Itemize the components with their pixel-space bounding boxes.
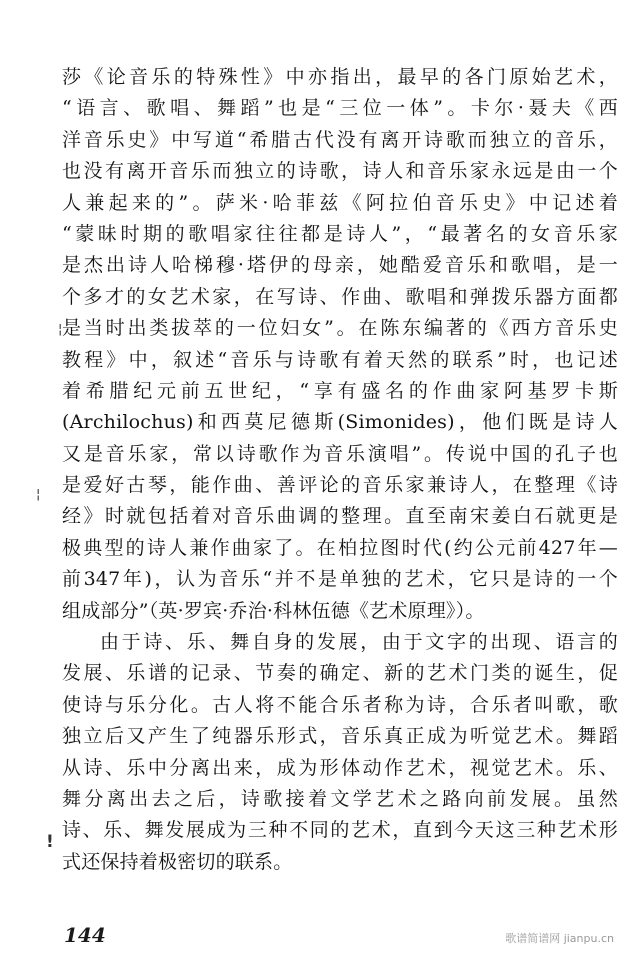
text-line: 经》时就包括着对音乐曲调的整理。直至南宋姜白石就更是 — [62, 505, 618, 528]
body-text — [62, 62, 618, 878]
text-line: (Archilochus)和西莫尼德斯(Simonides)，他们既是诗人 — [62, 411, 618, 434]
text-line: 式还保持着极密切的联系。 — [62, 850, 293, 873]
margin-mark: ¦ — [36, 487, 41, 502]
text-line: 莎《论音乐的特殊性》中亦指出，最早的各门原始艺术， — [62, 66, 618, 88]
text-line: 也没有离开音乐而独立的诗歌，诗人和音乐家永远是由一个 — [62, 160, 618, 183]
text-line: 人兼起来的”。萨米·哈菲兹《阿拉伯音乐史》中记述着 — [62, 191, 618, 214]
paragraph-1 — [62, 62, 618, 627]
text-line: 舞分离出去之后，诗歌接着文学艺术之路向前发展。虽然 — [62, 787, 618, 810]
text-line: 是杰出诗人哈梯穆·塔伊的母亲，她酷爱音乐和歌唱，是一 — [62, 254, 618, 277]
margin-mark: ¦ — [58, 322, 63, 337]
text-line: 教程》中，叙述“音乐与诗歌有着天然的联系”时，也记述 — [62, 348, 618, 371]
text-line: 个多才的女艺术家，在写诗、作曲、歌唱和弹拨乐器方面都 — [62, 285, 618, 308]
text-line: “蒙昧时期的歌唱家往往都是诗人”，“最著名的女音乐家 — [62, 222, 618, 245]
text-line: 使诗与乐分化。古人将不能合乐者称为诗，合乐者叫歌，歌 — [62, 693, 618, 716]
text-line: 组成部分”（英·罗宾·乔治·科林伍德《艺术原理》）。 — [62, 599, 485, 622]
text-line: 又是音乐家，常以诗歌作为音乐演唱”。传说中国的孔子也 — [62, 442, 618, 465]
margin-mark: ! — [46, 832, 54, 852]
text-line: 是爱好古琴，能作曲、善评论的音乐家兼诗人，在整理《诗 — [62, 474, 618, 497]
text-line: 从诗、乐中分离出来，成为形体动作艺术，视觉艺术。乐、 — [62, 756, 618, 779]
text-line: 前347年)，认为音乐“并不是单独的艺术，它只是诗的一个 — [62, 568, 618, 591]
watermark: 歌谱简谱网 jianpu.cn — [505, 932, 614, 945]
text-line: 极典型的诗人兼作曲家了。在柏拉图时代(约公元前427年— — [62, 536, 618, 559]
paragraph-2 — [62, 627, 618, 878]
page-number: 144 — [64, 923, 106, 947]
text-line: 着希腊纪元前五世纪，“享有盛名的作曲家阿基罗卡斯 — [62, 379, 618, 402]
text-line: 是当时出类拔萃的一位妇女”。在陈东编著的《西方音乐史 — [62, 317, 618, 340]
text-line: 由于诗、乐、舞自身的发展，由于文字的出现、语言的 — [100, 631, 618, 654]
text-line: “语言、歌唱、舞蹈”也是“三位一体”。卡尔·聂夫《西 — [62, 97, 618, 120]
text-line: 诗、乐、舞发展成为三种不同的艺术，直到今天这三种艺术形 — [62, 819, 618, 842]
text-line: 发展、乐谱的记录、节奏的确定、新的艺术门类的诞生，促 — [62, 662, 618, 685]
text-line: 洋音乐史》中写道“希腊古代没有离开诗歌而独立的音乐， — [62, 128, 618, 151]
text-line: 独立后又产生了纯器乐形式，音乐真正成为听觉艺术。舞蹈 — [62, 725, 618, 748]
